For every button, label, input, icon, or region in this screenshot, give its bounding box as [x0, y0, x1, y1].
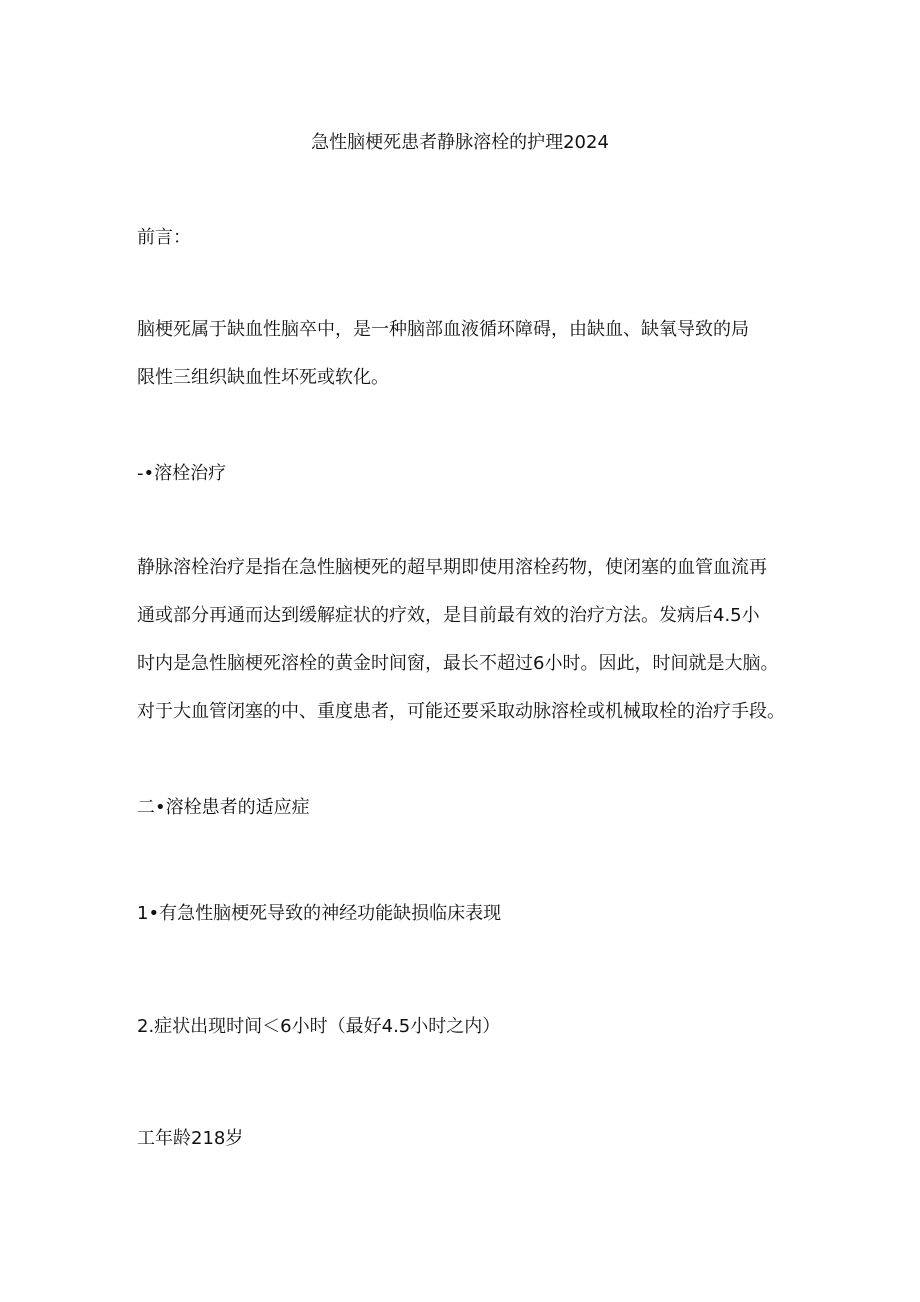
indication-item-3: 工年龄218岁 [137, 1128, 244, 1149]
thrombolysis-paragraph [137, 544, 787, 736]
thrombolysis-line-4: 对于大血管闭塞的中、重度患者，可能还要采取动脉溶栓或机械取栓的治疗手段。 [137, 701, 785, 722]
section-heading-indications: 二•溶栓患者的适应症 [137, 797, 310, 818]
thrombolysis-line-1: 静脉溶栓治疗是指在急性脑梗死的超早期即使用溶栓药物，使闭塞的血管血流再 [137, 557, 767, 578]
intro-line-2: 限性三组织缺血性坏死或软化。 [137, 367, 389, 388]
intro-paragraph [137, 306, 787, 402]
section-heading-thrombolysis: -•溶栓治疗 [137, 463, 227, 484]
document-title: 急性脑梗死患者静脉溶栓的护理2024 [311, 132, 609, 153]
thrombolysis-line-3: 时内是急性脑梗死溶栓的黄金时间窗，最长不超过6小时。因此，时间就是大脑。 [137, 653, 779, 674]
indication-item-1: 1•有急性脑梗死导致的神经功能缺损临床表现 [137, 903, 502, 924]
indication-item-2: 2.症状出现时间＜6小时（最好4.5小时之内） [137, 1016, 501, 1037]
thrombolysis-line-2: 通或部分再通而达到缓解症状的疗效，是目前最有效的治疗方法。发病后4.5小 [137, 605, 760, 626]
intro-line-1: 脑梗死属于缺血性脑卒中，是一种脑部血液循环障碍，由缺血、缺氧导致的局 [137, 319, 749, 340]
preface-label: 前言： [137, 227, 191, 248]
